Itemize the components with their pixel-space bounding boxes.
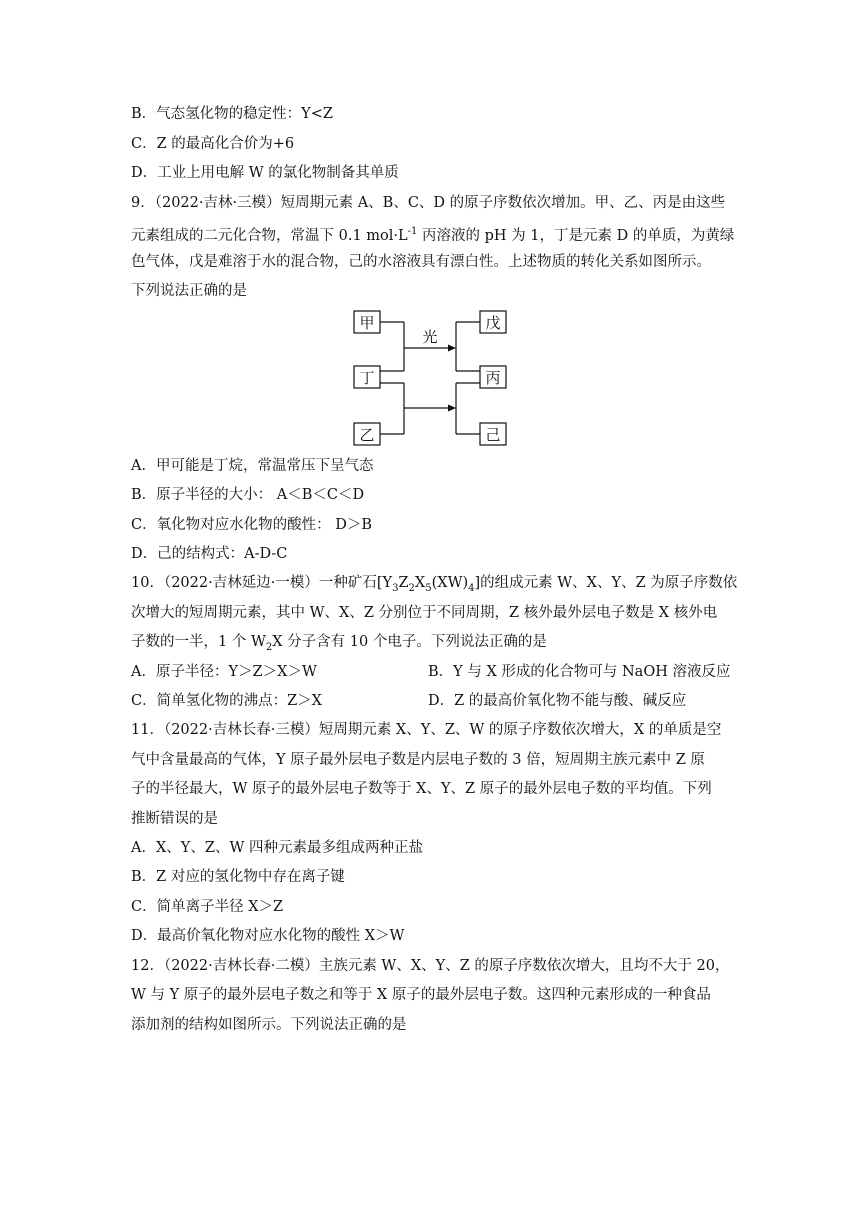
q9-stem-line3: 色气体，戊是难溶于水的混合物，己的水溶液具有漂白性。上述物质的转化关系如图所示。 [131, 254, 711, 270]
label-wu: 戊 [485, 314, 501, 332]
q8-option-c: C．Z 的最高化合价为+6 [131, 136, 295, 152]
q9-option-d: D．己的结构式：A-D-C [131, 546, 288, 562]
q10-option-d: D．Z 的最高价氧化物不能与酸、碱反应 [428, 693, 687, 709]
q11-stem-line3: 子的半径最大，W 原子的最外层电子数等于 X、Y、Z 原子的最外层电子数的平均值。下列 [131, 781, 712, 797]
q11-stem-line2: 气中含量最高的气体，Y 原子最外层电子数是内层电子数的 3 倍，短周期主族元素中 Z 原 [131, 752, 705, 768]
q9-stem-line4: 下列说法正确的是 [131, 283, 247, 299]
q10-stem-line3: 子数的一半，1 个 $W_2X$ 分子含有 10 个电子。下列说法正确的是 [131, 634, 547, 653]
q11-option-b: B．Z 对应的氢化物中存在离子键 [131, 869, 345, 885]
q12-stem-line2: W 与 Y 原子的最外层电子数之和等于 X 原子的最外层电子数。这四种元素形成的一种食品 [131, 987, 711, 1003]
q10-option-a: A．原子半径：Y＞Z＞X＞W [131, 664, 317, 680]
label-bing: 丙 [485, 369, 501, 387]
q10-stem-line2: 次增大的短周期元素，其中 W、X、Z 分别位于不同周期，Z 核外最外层电子数是 X 核外电 [131, 605, 718, 621]
q9-option-b: B．原子半径的大小： A＜B＜C＜D [131, 487, 365, 503]
q10-option-b: B．Y 与 X 形成的化合物可与 NaOH 溶液反应 [428, 664, 731, 680]
q9-transformation-diagram [350, 308, 510, 450]
q10-stem-line1: 10．（2022·吉林延边·一模）一种矿石$[Y_3Z_2X_5(XW)_4]$的组成元素 W、X、Y、Z 为原子序数依 [131, 575, 738, 594]
q11-option-c: C．简单离子半径 X＞Z [131, 899, 284, 915]
q9-option-a: A．甲可能是丁烷，常温常压下呈气态 [131, 458, 374, 474]
q11-stem-line1: 11．（2022·吉林长春·三模）短周期元素 X、Y、Z、W 的原子序数依次增大，X 的单质是空 [131, 722, 722, 738]
q12-stem-line1: 12．（2022·吉林长春·二模）主族元素 W、X、Y、Z 的原子序数依次增大，且均不大于 20， [131, 958, 730, 974]
label-ji: 己 [485, 426, 501, 444]
q9-stem-line2: 元素组成的二元化合物，常温下 0.1 $mol\cdot L^{-1}$ 丙溶液的 pH 为 1，丁是元素 D 的单质，为黄绿 [131, 226, 735, 244]
label-yi: 乙 [359, 426, 375, 444]
q9-stem-line1: 9．（2022·吉林·三模）短周期元素 A、B、C、D 的原子序数依次增加。甲、乙、丙是由这些 [131, 195, 726, 211]
label-ding: 丁 [359, 369, 375, 387]
q11-option-d: D．最高价氧化物对应水化物的酸性 X＞W [131, 928, 405, 944]
label-jia: 甲 [359, 314, 375, 332]
q12-stem-line3: 添加剂的结构如图所示。下列说法正确的是 [131, 1017, 407, 1033]
arrow-label-light: 光 [422, 328, 438, 346]
q8-option-b: B．气态氢化物的稳定性：Y<Z [131, 106, 333, 122]
q9-option-c: C．氧化物对应水化物的酸性： D＞B [131, 517, 372, 533]
q11-option-a: A．X、Y、Z、W 四种元素最多组成两种正盐 [131, 840, 423, 856]
q10-option-c: C．简单氢化物的沸点：Z＞X [131, 693, 322, 709]
q8-option-d: D．工业上用电解 W 的氯化物制备其单质 [131, 165, 399, 181]
q11-stem-line4: 推断错误的是 [131, 811, 218, 827]
